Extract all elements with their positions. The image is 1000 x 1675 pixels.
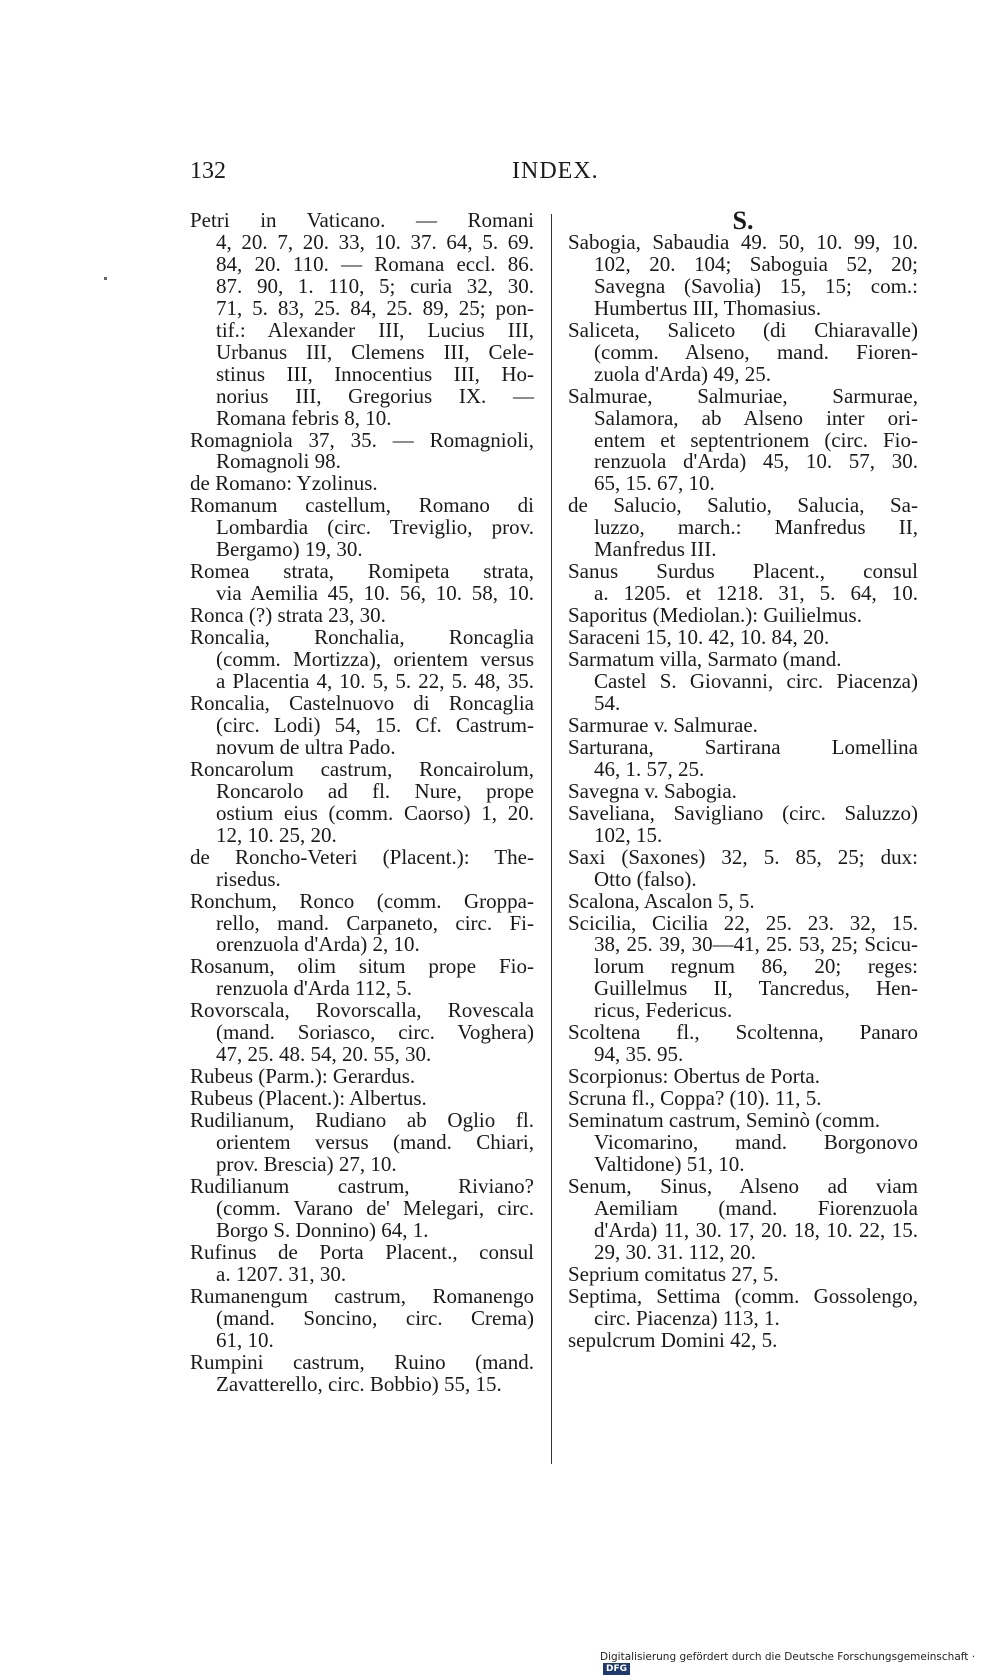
index-entry-line: de Salucio, Salutio, Salucia, Sa- [568,493,918,518]
index-entry-line: Sabogia, Sabaudia 49. 50, 10. 99, 10. [568,229,918,254]
index-entry-line: Rovorscala, Rovorscalla, Rovescala [190,998,534,1023]
index-entry-line: Saxi (Saxones) 32, 5. 85, 25; dux: [568,844,918,869]
index-entry-line: tif.: Alexander III, Lucius III, [216,317,534,342]
page-header [190,158,610,188]
index-entry-line: 54. [594,690,621,715]
index-entry-line: Savegna v. Sabogia. [568,778,737,803]
index-entry-line: Rubeus (Parm.): Gerardus. [190,1064,416,1089]
index-entry-line: Romagniola 37, 35. — Romagnioli, [190,427,534,452]
index-entry-line: Ronca (?) strata 23, 30. [190,603,386,628]
index-entry-line: 84, 20. 110. — Romana eccl. 86. [216,251,534,276]
index-entry-line: Rumanengum castrum, Romanengo [190,1283,534,1308]
index-entry-line: Ronchum, Ronco (comm. Groppa- [190,888,534,913]
footer-text: Digitalisierung gefördert durch die Deutsche Forschungsgemeinschaft · [600,1651,976,1663]
index-entry-line: Saveliana, Savigliano (circ. Saluzzo) [568,800,918,825]
index-entry-line: 4, 20. 7, 20. 33, 10. 37. 64, 5. 69. [216,229,534,254]
index-entry-line: Sarturana, Sartirana Lomellina [568,734,918,759]
index-entry-line: Aemiliam (mand. Fiorenzuola [594,1195,918,1220]
index-entry-line: Guillelmus II, Tancredus, Hen- [594,976,918,1001]
index-entry-line: Scalona, Ascalon 5, 5. [568,888,755,913]
index-entry-line: Seminatum castrum, Seminò (comm. [568,1108,881,1133]
index-entry-line: 12, 10. 25, 20. [216,822,337,847]
index-entry-line: Senum, Sinus, Alseno ad viam [568,1173,918,1198]
index-entry-line: Zavatterello, circ. Bobbio) 55, 15. [216,1371,502,1396]
index-entry-line: lorum regnum 86, 20; reges: [594,954,918,979]
index-entry-line: (mand. Soncino, circ. Crema) [216,1305,534,1330]
index-entry-line: 61, 10. [216,1327,274,1352]
index-entry-line: Saraceni 15, 10. 42, 10. 84, 20. [568,625,830,650]
index-column-left [190,210,534,1395]
index-entry-line: rello, mand. Carpaneto, circ. Fi- [216,910,534,935]
index-entry-line: Manfredus III. [594,537,717,562]
index-entry-line: via Aemilia 45, 10. 56, 10. 58, 10. [216,581,534,606]
index-entry-line: Saliceta, Saliceto (di Chiaravalle) [568,317,918,342]
index-entry-line: Urbanus III, Clemens III, Cele- [216,339,534,364]
index-entry-line: Bergamo) 19, 30. [216,537,363,562]
index-entry-line: 38, 25. 39, 30—41, 25. 53, 25; Scicu- [594,932,918,957]
index-entry-line: novum de ultra Pado. [216,734,396,759]
index-entry-line: (mand. Soriasco, circ. Voghera) [216,1020,534,1045]
index-entry-line: Rumpini castrum, Ruino (mand. [190,1349,534,1374]
index-entry-line: Sarmatum villa, Sarmato (mand. [568,647,842,672]
index-entry-line: Romea strata, Romipeta strata, [190,559,534,584]
index-entry-line: Roncalia, Castelnuovo di Roncaglia [190,690,534,715]
index-entry-line: renzuola d'Arda) 45, 10. 57, 30. [594,449,918,474]
scan-speck [104,277,107,280]
index-entry-line: d'Arda) 11, 30. 17, 20. 18, 10. 22, 15. [594,1217,918,1242]
index-entry-line: Sarmurae v. Salmurae. [568,712,758,737]
index-entry-line: prov. Brescia) 27, 10. [216,1151,397,1176]
dfg-logo-icon: DFG [603,1663,630,1675]
index-entry-line: Borgo S. Donnino) 64, 1. [216,1217,429,1242]
index-entry-line: Roncarolum castrum, Roncairolum, [190,756,534,781]
index-entry-line: Romana febris 8, 10. [216,405,392,430]
index-entry-line: Rubeus (Placent.): Albertus. [190,1086,427,1111]
index-entry-line: Seprium comitatus 27, 5. [568,1261,779,1286]
index-entry-line: risedus. [216,866,281,891]
index-column-right [568,206,918,1352]
index-entry-line: Scoltena fl., Scoltenna, Panaro [568,1020,918,1045]
index-entry-line: renzuola d'Arda 112, 5. [216,976,413,1001]
index-entry-line: a Placentia 4, 10. 5, 5. 22, 5. 48, 35. [216,669,534,694]
column-divider [551,214,552,1464]
index-entry-line: a. 1207. 31, 30. [216,1261,347,1286]
index-entry-line: zuola d'Arda) 49, 25. [594,361,771,386]
index-entry-line: Castel S. Giovanni, circ. Piacenza) [594,669,918,694]
index-entry-line: de Romano: Yzolinus. [190,471,378,496]
index-entry-line: 71, 5. 83, 25. 84, 25. 89, 25; pon- [216,295,534,320]
index-entry-line: Petri in Vaticano. — Romani [190,208,534,232]
index-entry-line: orientem versus (mand. Chiari, [216,1130,534,1155]
index-entry-line: (comm. Varano de' Melegari, circ. [216,1195,534,1220]
index-entry-line: entem et septentrionem (circ. Fio- [594,427,918,452]
index-entry-line: Saporitus (Mediolan.): Guilielmus. [568,603,862,628]
index-entry-line: stinus III, Innocentius III, Ho- [216,361,534,386]
index-entry-line: Otto (falso). [594,866,697,891]
index-entry-line: Lombardia (circ. Treviglio, prov. [216,515,534,540]
index-entry-line: Rosanum, olim situm prope Fio- [190,954,534,979]
index-entry-line: Rudilianum, Rudiano ab Oglio fl. [190,1108,534,1133]
index-entry-line: Scicilia, Cicilia 22, 25. 23. 32, 15. [568,910,918,935]
index-entry-line: (comm. Mortizza), orientem versus [216,647,534,672]
index-entry-line: a. 1205. et 1218. 31, 5. 64, 10. [594,581,918,606]
index-entry-line: norius III, Gregorius IX. — [216,383,534,408]
index-entry-line: orenzuola d'Arda) 2, 10. [216,932,420,957]
index-entry-line: (circ. Lodi) 54, 15. Cf. Castrum- [216,712,534,737]
index-entry-line: 47, 25. 48. 54, 20. 55, 30. [216,1042,432,1067]
index-entry-line: ostium eius (comm. Caorso) 1, 20. [216,800,534,825]
index-entry-line: Humbertus III, Thomasius. [594,295,822,320]
index-entry-line: 65, 15. 67, 10. [594,471,715,496]
index-entry-line: Savegna (Savolia) 15, 15; com.: [594,273,918,298]
index-entry-line: 102, 15. [594,822,663,847]
index-entry-line: Salamora, ab Alseno inter ori- [594,405,918,430]
index-entry-line: sepulcrum Domini 42, 5. [568,1327,778,1352]
index-entry-line: circ. Piacenza) 113, 1. [594,1305,780,1330]
index-entry-line: 102, 20. 104; Saboguia 52, 20; [594,251,918,276]
index-entry-line: de Roncho-Veteri (Placent.): The- [190,844,534,869]
section-letter: S. [732,206,754,235]
index-entry-line: 46, 1. 57, 25. [594,756,705,781]
index-entry-line: Septima, Settima (comm. Gossolengo, [568,1283,918,1308]
index-entry-line: 29, 30. 31. 112, 20. [594,1239,756,1264]
page-number: 132 [190,158,226,184]
index-entry-line: Vicomarino, mand. Borgonovo [594,1130,918,1155]
index-entry-line: Sanus Surdus Placent., consul [568,559,918,584]
index-entry-line: Rufinus de Porta Placent., consul [190,1239,534,1264]
index-entry-line: Salmurae, Salmuriae, Sarmurae, [568,383,918,408]
digitization-footer [600,1651,1000,1675]
index-entry-line: Scruna fl., Coppa? (10). 11, 5. [568,1086,822,1111]
index-entry-line: (comm. Alseno, mand. Fioren- [594,339,918,364]
index-entry-line: Romanum castellum, Romano di [190,493,534,518]
index-entry-line: Romagnoli 98. [216,449,341,474]
index-entry-line: luzzo, march.: Manfredus II, [594,515,918,540]
running-title: INDEX. [512,158,599,184]
index-entry-line: Valtidone) 51, 10. [594,1151,745,1176]
index-entry-line: ricus, Federicus. [594,998,733,1023]
index-entry-line: Rudilianum castrum, Riviano? [190,1173,534,1198]
index-entry-line: Scorpionus: Obertus de Porta. [568,1064,820,1089]
index-entry-line: 94, 35. 95. [594,1042,684,1067]
index-entry-line: Roncalia, Ronchalia, Roncaglia [190,625,534,650]
index-entry-line: Roncarolo ad fl. Nure, prope [216,778,534,803]
index-entry-line: 87. 90, 1. 110, 5; curia 32, 30. [216,273,534,298]
